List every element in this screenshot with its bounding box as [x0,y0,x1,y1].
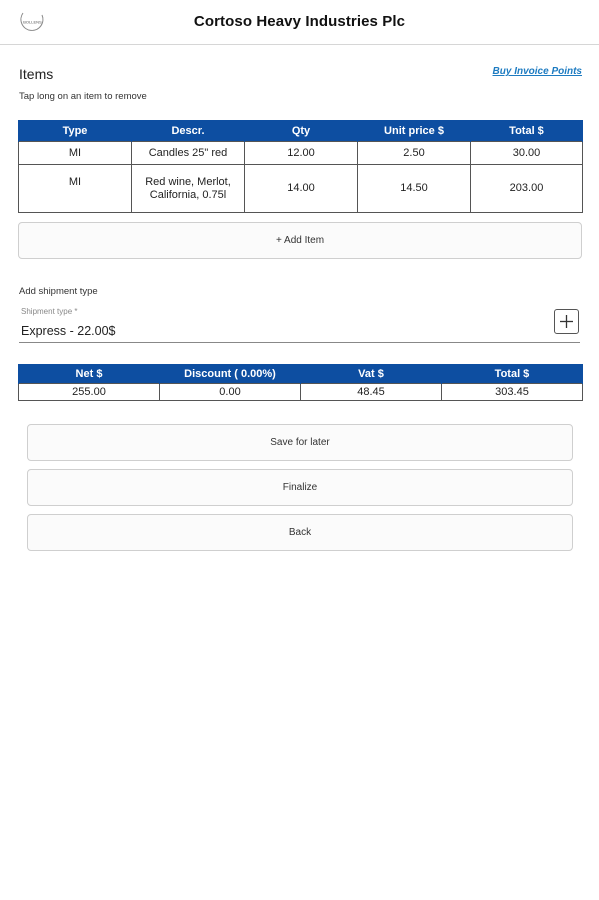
column-header-descr: Descr. [132,120,245,142]
app-title: Cortoso Heavy Industries Plc [193,13,406,30]
shipment-section-label: Add shipment type [19,286,98,297]
cell-type: MI [19,142,132,165]
column-header-type: Type [19,120,132,142]
totals-table [18,364,583,401]
column-header-unit-price: Unit price $ [358,120,471,142]
totals-row [19,384,583,401]
discount-value: 0.00 [160,384,301,401]
shipment-type-select[interactable]: Express - 22.00$ [21,324,116,338]
cell-descr: Candles 25" red [132,142,245,165]
net-value: 255.00 [19,384,160,401]
top-app-bar [0,0,599,45]
column-header-discount: Discount ( 0.00%) [160,364,301,384]
cell-total: 203.00 [471,165,583,213]
items-heading: Items [19,66,54,82]
cell-descr: Red wine, Merlot, California, 0.75l [132,165,245,213]
cell-unit-price: 14.50 [358,165,471,213]
add-shipment-button[interactable] [554,309,579,334]
shipment-field-underline [19,342,580,343]
add-item-button[interactable]: + Add Item [18,222,582,259]
plus-icon [555,310,578,333]
cell-total: 30.00 [471,142,583,165]
cell-qty: 14.00 [245,165,358,213]
remove-hint: Tap long on an item to remove [19,91,147,102]
shipment-type-label: Shipment type * [21,307,78,316]
cell-type: MI [19,165,132,213]
table-row[interactable] [19,142,583,165]
column-header-vat: Vat $ [301,364,442,384]
items-table [18,120,583,213]
totals-table-header [19,364,583,384]
cell-unit-price: 2.50 [358,142,471,165]
items-table-header [19,120,583,142]
logo-text: BOLLENS [23,19,42,25]
column-header-qty: Qty [245,120,358,142]
save-for-later-button[interactable]: Save for later [27,424,573,461]
grand-total-value: 303.45 [442,384,583,401]
buy-invoice-points-link[interactable]: Buy Invoice Points [492,66,582,77]
column-header-total: Total $ [471,120,583,142]
table-row[interactable] [19,165,583,213]
cell-qty: 12.00 [245,142,358,165]
finalize-button[interactable]: Finalize [27,469,573,506]
vat-value: 48.45 [301,384,442,401]
column-header-grand-total: Total $ [442,364,583,384]
column-header-net: Net $ [19,364,160,384]
back-button[interactable]: Back [27,514,573,551]
